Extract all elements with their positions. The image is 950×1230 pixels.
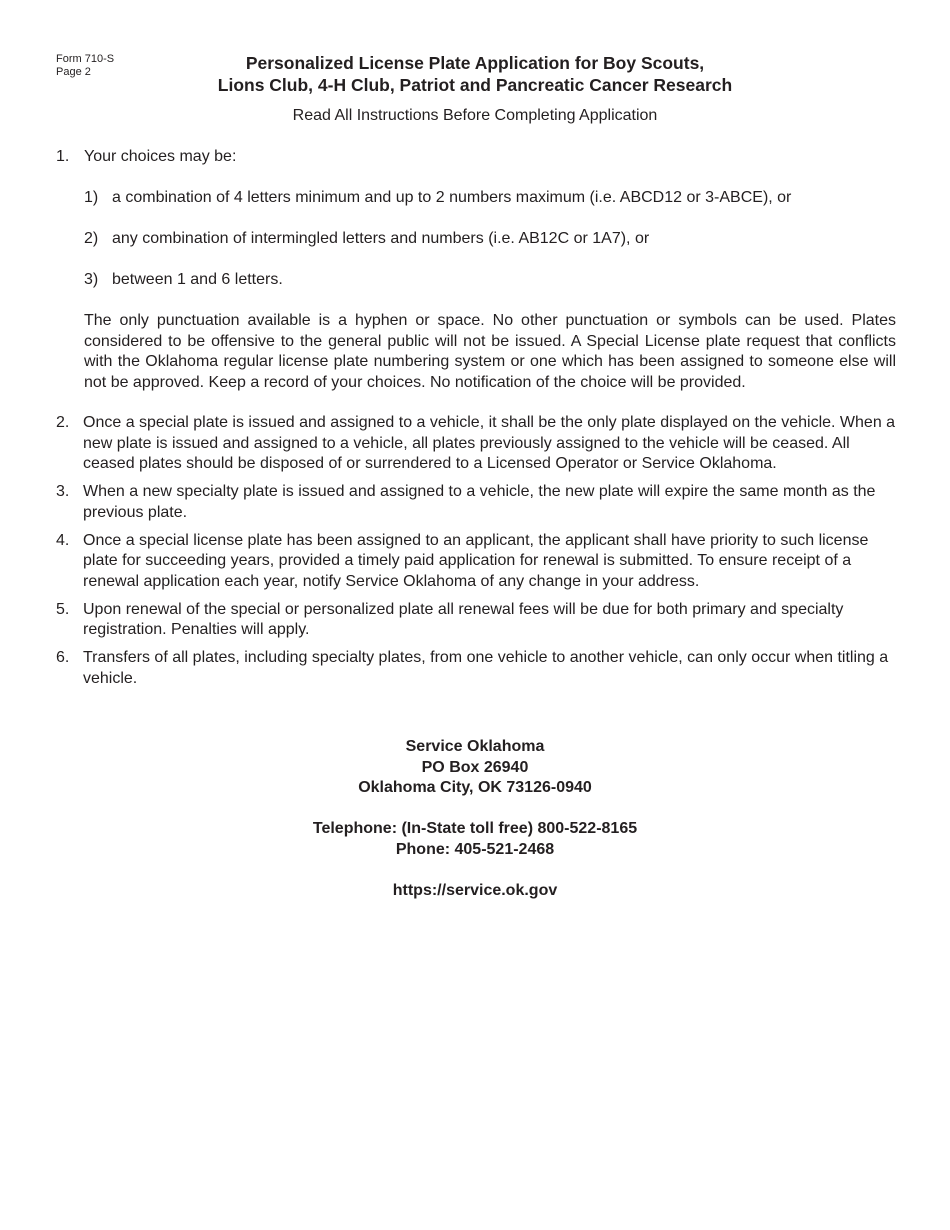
choice-text: a combination of 4 letters minimum and up to 2 numbers maximum (i.e. ABCD12 or 3-ABCE), or (112, 189, 792, 206)
page-title (0, 52, 950, 96)
item-text: When a new specialty plate is issued and assigned to a vehicle, the new plate will expire the same month as the previous plate. (83, 483, 876, 521)
form-number: Form 710-S (56, 53, 115, 65)
title-line-2: Lions Club, 4-H Club, Patriot and Pancreatic Cancer Research (217, 75, 733, 95)
item-text: Transfers of all plates, including specialty plates, from one vehicle to another vehicle, can only occur when titling a vehicle. (83, 649, 889, 687)
item-number: 1. (56, 148, 70, 165)
item-number: 2. (56, 414, 70, 431)
choice-number: 2) (84, 230, 99, 247)
item-number: 4. (56, 531, 70, 549)
instruction-item-5 (56, 600, 898, 641)
choice-number: 3) (84, 271, 99, 288)
choice-number: 1) (84, 189, 99, 206)
item-number: 3. (56, 483, 70, 500)
item-text: Your choices may be: (84, 148, 237, 165)
instruction-item-3 (56, 482, 898, 523)
title-line-1: Personalized License Plate Application for Boy Scouts, (245, 53, 705, 73)
contact-city: Oklahoma City, OK 73126-0940 (358, 779, 592, 796)
instruction-item-6 (56, 648, 898, 689)
instructions-heading: Read All Instructions Before Completing Application (292, 107, 658, 124)
contact-phone: Phone: 405-521-2468 (395, 840, 555, 858)
page-number: Page 2 (56, 66, 91, 78)
contact-website-link[interactable]: https://service.ok.gov (392, 881, 558, 899)
contact-telephone: Telephone: (In-State toll free) 800-522-8165 (312, 820, 638, 837)
contact-block (0, 737, 950, 901)
instruction-item-4 (56, 531, 898, 593)
item-text: Once a special license plate has been assigned to an applicant, the applicant shall have priority to such license plate for succeeding years, provided a timely paid application for renewal is submitted. To ensure receipt of a renewal application each year, notify Service Oklahoma of any change in your address. (83, 531, 869, 590)
item-text: Once a special plate is issued and assigned to a vehicle, it shall be the only plate displayed on the vehicle. When a new plate is issued and assigned to a vehicle, all plates previously assigned to the vehicle will be ceased. All ceased plates should be disposed of or surrendered to a Licensed Operator or Service Oklahoma. (83, 414, 896, 472)
contact-org: Service Oklahoma (405, 738, 545, 755)
choice-text: between 1 and 6 letters. (112, 271, 283, 288)
item-number: 5. (56, 600, 70, 618)
instruction-list (56, 413, 898, 697)
item-text: Upon renewal of the special or personalized plate all renewal fees will be due for both primary and specialty registration. Penalties will apply. (83, 600, 844, 638)
choice-text: any combination of intermingled letters and numbers (i.e. AB12C or 1A7), or (112, 230, 650, 247)
punctuation-paragraph: The only punctuation available is a hyphen or space. No other punctuation or symbols can be used. Plates considered to be offensive to the general public will not be issued. A Special License plate request that conflicts with the Oklahoma regular license plate numbering system or one which has been assigned to someone else will not be approved. Keep a record of your choices. No notification of the choice will be provided. (84, 312, 896, 391)
instruction-item-2 (56, 413, 898, 475)
contact-po-box: PO Box 26940 (421, 758, 529, 776)
item-number: 6. (56, 649, 70, 666)
